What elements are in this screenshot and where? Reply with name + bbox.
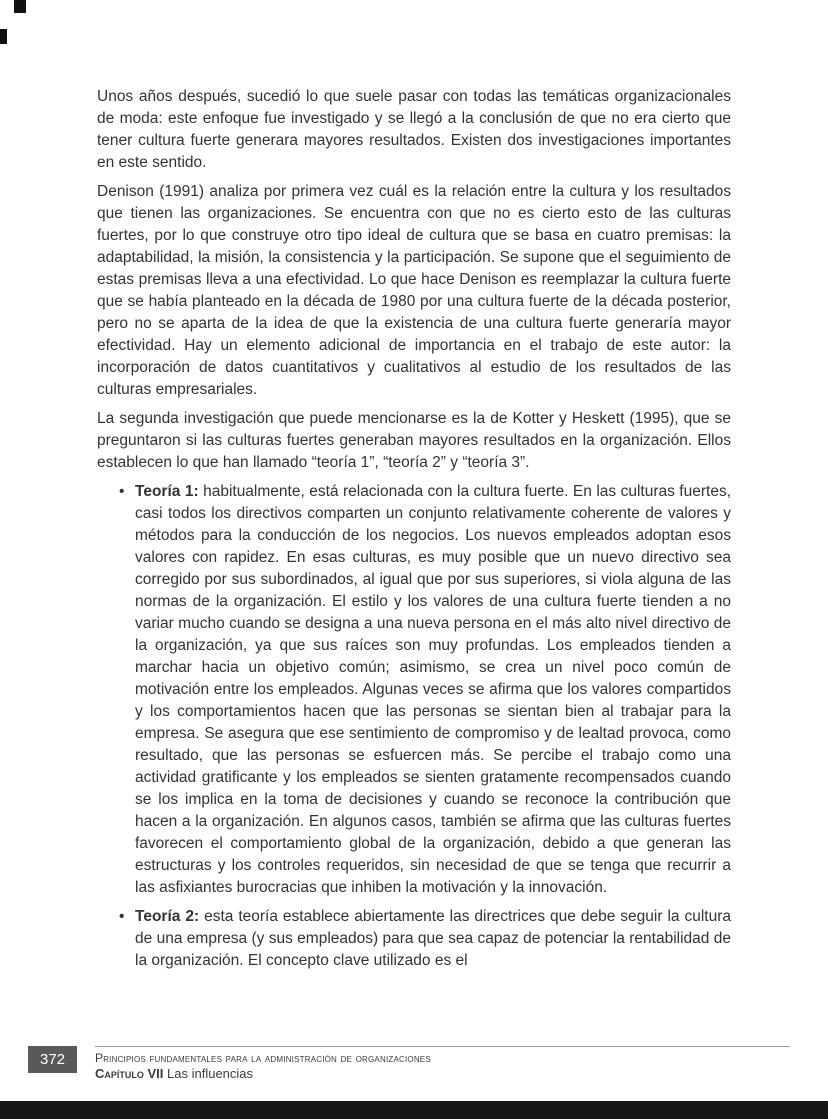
print-mark-left [0, 29, 7, 44]
bullet-icon: • [119, 483, 125, 500]
paragraph-1: Unos años después, sucedió lo que suele pasar con todas las temáticas organizacionales de moda: este enfoque fue investigado y se llegó a la conclusión de que no era cierto que tener cultura fuerte generara mayores resultados. Existen dos investigaciones importantes en este sentido. [97, 88, 731, 171]
chapter-label: Capítulo VII [95, 1066, 164, 1081]
page-footer [0, 1044, 828, 1081]
chapter-line [95, 1066, 790, 1082]
paragraph-3: La segunda investigación que puede mencionarse es la de Kotter y Heskett (1995), que se preguntaron si las culturas fuertes generaban mayores resultados en la organización. Ellos establecen lo que han llamado “teoría 1”, “teoría 2” y “teoría 3”. [97, 410, 731, 471]
theory-1-label: Teoría 1: [135, 483, 199, 500]
theory-2-text: esta teoría establece abiertamente las directrices que debe seguir la cultura de una empresa (y sus empleados) para que sea capaz de potenciar la rentabilidad de la organización. El concepto clave utilizado es el [135, 908, 731, 969]
chapter-title: Las influencias [167, 1066, 254, 1081]
theory-1-text: habitualmente, está relacionada con la cultura fuerte. En las culturas fuertes, casi todos los directivos comparten un conjunto relativamente coherente de valores y métodos para la conducción de los negocios. Los nuevos empleados adoptan esos valores con rapidez. En esas culturas, es muy posible que un nuevo directivo sea corregido por sus subordinados, al igual que por sus superiores, si viola alguna de las normas de la organización. El estilo y los valores de una cultura fuerte tienden a no variar mucho cuando se designa a una nueva persona en el más alto nivel directivo de la organización, ya que sus raíces son muy profundas. Los empleados tienden a marchar hacia un objetivo común; asimismo, se crea un nivel poco común de motivación entre los empleados. Algunas veces se afirma que los valores compartidos y los comportamientos hacen que las personas se sientan bien al trabajar para la empresa. Se asegura que ese sentimiento de compromiso y de lealtad provoca, como resultado, que las personas se esfuercen más. Se percibe el trabajo como una actividad gratificante y los empleados se sienten gratamente recompensados cuando se los implica en la toma de decisiones y cuando se reconoce la contribución que hacen a la organización. En algunos casos, también se afirma que las culturas fuertes favorecen el comportamiento global de la organización, debido a que generan las estructuras y los controles requeridos, sin necesidad de que se tenga que recurrir a las asfixiantes burocracias que inhiben la motivación y la innovación. [135, 483, 732, 896]
page-number-badge [28, 1046, 77, 1073]
bullet-icon: • [119, 908, 125, 925]
theory-1-body [135, 483, 731, 896]
list-item-theory-2 [97, 906, 731, 972]
bottom-bar [0, 1101, 828, 1119]
theory-2-body [135, 908, 731, 969]
footer-text-block [95, 1046, 790, 1082]
page-number: 372 [39, 1051, 66, 1068]
running-title: Principios fundamentales para la administración de organizaciones [95, 1051, 431, 1065]
theory-2-label: Teoría 2: [135, 908, 200, 925]
print-mark-top [14, 0, 26, 13]
theory-list [97, 481, 731, 972]
page-content [97, 86, 731, 979]
list-item-theory-1 [97, 481, 731, 899]
paragraph-2: Denison (1991) analiza por primera vez cuál es la relación entre la cultura y los resultados que tienen las organizaciones. Se encuentra con que no es cierto esto de las culturas fuertes, por lo que construye otro tipo ideal de cultura que se basa en cuatro premisas: la adaptabilidad, la misión, la consistencia y la participación. Se supone que el seguimiento de estas premisas lleva a una efectividad. Lo que hace Denison es reemplazar la cultura fuerte que se había planteado en la década de 1980 por una cultura fuerte de la década posterior, pero no se aparta de la idea de que la existencia de una cultura fuerte generaría mayor efectividad. Hay un elemento adicional de importancia en el trabajo de este autor: la incorporación de datos cuantitativos y cualitativos al estudio de los resultados de las culturas empresariales. [97, 183, 731, 398]
